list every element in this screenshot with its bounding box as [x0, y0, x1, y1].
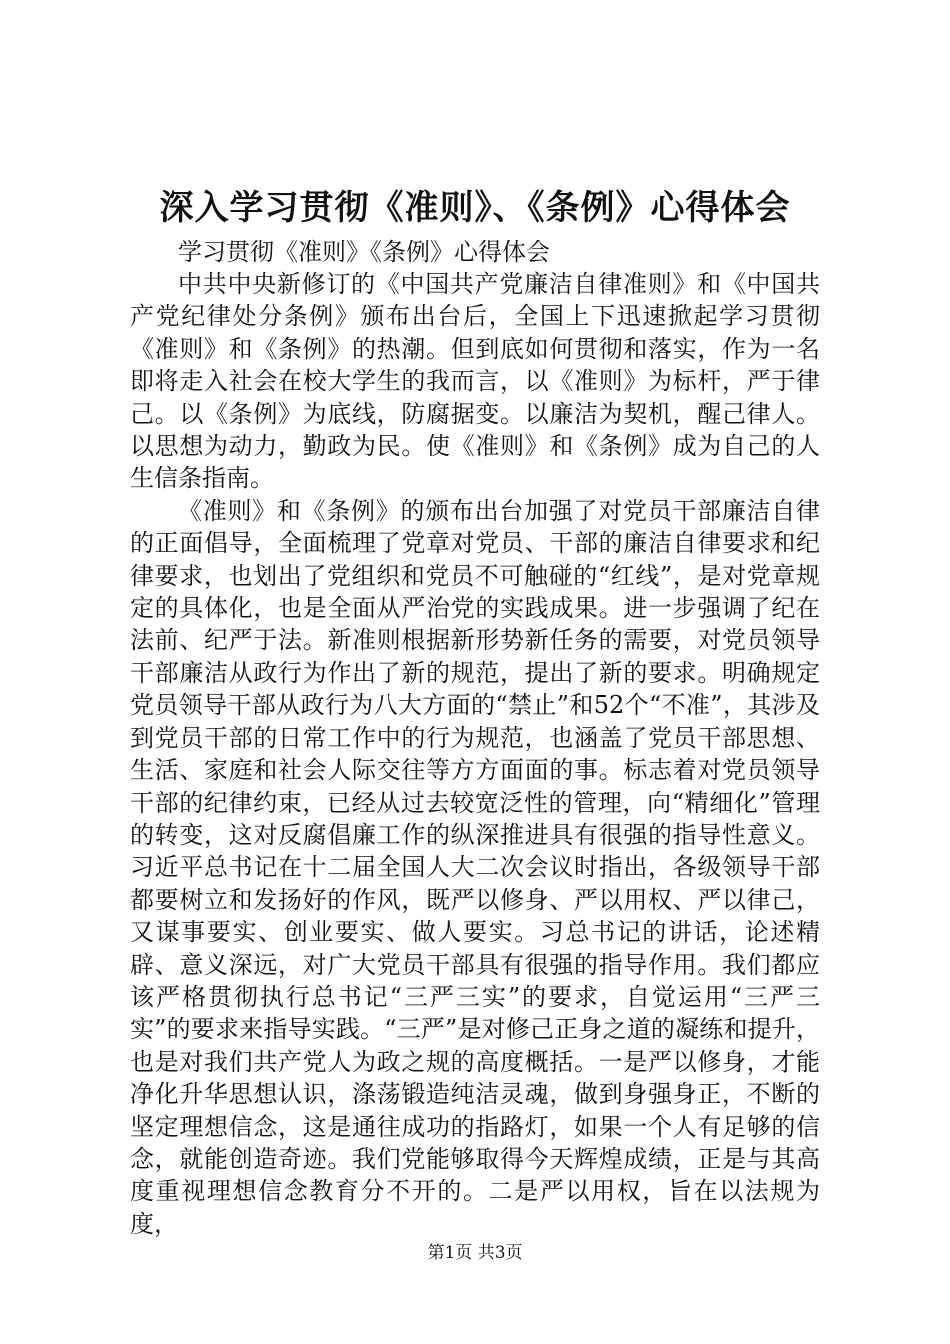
- paragraph-2: 《准则》和《条例》的颁布出台加强了对党员干部廉洁自律的正面倡导，全面梳理了党章对党员、干部的廉洁自律要求和纪律要求，也划出了党组织和党员不可触碰的“红线”，是对党章规定的具体化，也是全面从严治党的实践成果。进一步强调了纪在法前、纪严于法。新准则根据新形势新任务的需要，对党员领导干部廉洁从政行为作出了新的规范，提出了新的要求。明确规定党员领导干部从政行为八大方面的“禁止”和52个“不准”，其涉及到党员干部的日常工作中的行为规范，也涵盖了党员干部思想、生活、家庭和社会人际交往等方方面面的事。标志着对党员领导干部的纪律约束，已经从过去较宽泛性的管理，向“精细化”管理的转变，这对反腐倡廉工作的纵深推进具有很强的指导性意义。习近平总书记在十二届全国人大二次会议时指出，各级领导干部都要树立和发扬好的作风，既严以修身、严以用权、严以律己，又谋事要实、创业要实、做人要实。习总书记的讲话，论述精辟、意义深远，对广大党员干部具有很强的指导作用。我们都应该严格贯彻执行总书记“三严三实”的要求，自觉运用“三严三实”的要求来指导实践。“三严”是对修己正身之道的凝练和提升，也是对我们共产党人为政之规的高度概括。一是严以修身，才能净化升华思想认识，涤荡锻造纯洁灵魂，做到身强身正，不断的坚定理想信念，这是通往成功的指路灯，如果一个人有足够的信念，就能创造奇迹。我们党能够取得今天辉煌成绩，正是与其高度重视理想信念教育分不开的。二是严以用权，旨在以法规为度，: [130, 496, 820, 1238]
- paragraph-1: 中共中央新修订的《中国共产党廉洁自律准则》和《中国共产党纪律处分条例》颁布出台后，全国上下迅速掀起学习贯彻《准则》和《条例》的热潮。但到底如何贯彻和落实，作为一名即将走入社会在校大学生的我而言，以《准则》为标杆，严于律己。以《条例》为底线，防腐据变。以廉洁为契机，醒己律人。以思想为动力，勤政为民。使《准则》和《条例》成为自己的人生信条指南。: [130, 270, 820, 493]
- page-number-footer: 第1页 共3页: [427, 1243, 523, 1263]
- document-title: 深入学习贯彻《准则》、《条例》心得体会: [159, 188, 791, 228]
- document-subtitle: 学习贯彻《准则》《条例》心得体会: [178, 238, 550, 266]
- document-body: [130, 268, 820, 1240]
